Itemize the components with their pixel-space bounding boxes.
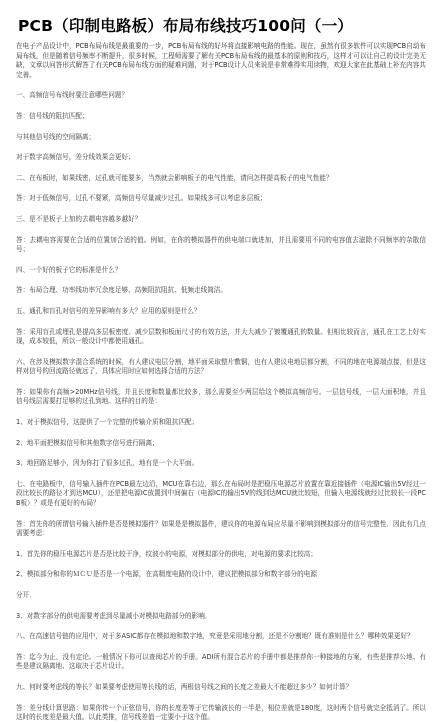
paragraph: 答：如果你有高频>20MHz信号线，并且长度和数量都比较多，那么需要至少两层给这个模拟高频信号。一层信号线，一层大面积地，并且信号线层需要打足够的过孔到地。这样的目的是： bbox=[16, 387, 426, 406]
paragraph: 答：对于低频信号，过孔不要紧，高频信号尽量减少过孔。如果线多可以考虑多层板； bbox=[16, 194, 267, 203]
paragraph: 答：差分线计算思路：如果你传一个正弦信号，你的长度差等于它传输波长的一半是，相位差就是180度，这时两个信号就完全抵消了。所以这时的长度差是最大值。以此类推，信号线差值一定要小于这个值。 bbox=[16, 703, 426, 722]
paragraph: 分开． bbox=[16, 591, 36, 599]
paragraph: 3、对数字部分的供电需要考虑到尽量减小对模拟电路部分的影响． bbox=[16, 611, 212, 620]
paragraph: 答：去耦电容需要在合适的位置加合适的值。例如，在你的模拟器件的供电端口就进加，并且需要用不同的电容值去滤除不同频率的杂散信号； bbox=[16, 235, 426, 254]
qa-list bbox=[16, 91, 426, 722]
paragraph: 三、是不是板子上加的去耦电容越多越好？ bbox=[16, 214, 142, 223]
paragraph: 六、在涉及模拟数字混合系统的时候，有人建议电层分割，地平面采取整片敷铜，也有人建议电地层都分割，不同的地在电源端点接，但是这样对信号的回流路径就远了，具体应用时应如何选择合适的方法？ bbox=[16, 357, 426, 376]
paragraph: 与其他信号线的空间隔离； bbox=[16, 132, 96, 141]
paragraph: 1、对于模拟信号，这提供了一个完整的传输介质和阻抗匹配； bbox=[16, 418, 199, 427]
paragraph: 二、在布板时，如果线密，过孔就可能要多，当然就会影响板子的电气性能，请问怎样提高板子的电气性能？ bbox=[16, 173, 333, 182]
paragraph: 1、首先你的稳压电源芯片是否是比较干净，纹波小的电源，对模拟部分的供电，对电源的要求比较高； bbox=[16, 549, 317, 558]
paragraph: 答：采用盲孔或埋孔是提高多层板密度、减少层数和板面尺寸的有效方法，并大大减少了镀覆通孔的数量。但相比较而言，通孔在工艺上好实现，成本较低，所以一般设计中都使用通孔。 bbox=[16, 327, 426, 346]
paragraph: 答：迄今为止，没有定论。一般情况下你可以查阅芯片的手册。ADI所有混合芯片的手册中都是推荐你一种接地的方案，有些是推荐公地、有些是建议隔离地、这取决于芯片设计。 bbox=[16, 652, 426, 671]
intro-paragraph: 在电子产品设计中，PCB布局布线是最重要的一步，PCB布局布线的好坏将直接影响电路的性能。现在，虽然有很多软件可以实现PCB自动布局布线，但是随着信号频率不断提升，很多时候，工程师需要了解有关PCB布局布线的最基本的原则和技巧，这样才可以让自己的设计完美无缺，文章以问答形式解答了有关PCB布局布线方面的疑难问题，对于PCB设计人员来说是非常难得实用读物，欢迎大家在此基础上补充内容共完善。 bbox=[16, 42, 426, 79]
paragraph: 七、在电路板中，信号输入插件在PCB最左边沿，MCU在靠右边，那么在布局时是把稳压电源芯片放置在靠近接插件（电源IC输出5V经过一段比较长的路径才到达MCU），还是把电源IC放置到中间偏右（电源IC的输出5V的线到达MCU就比较短，但输入电源线就经过比较长一段PCB板）？或是有更好的布局？ bbox=[16, 479, 426, 508]
paragraph: 五、通孔和盲孔对信号的差异影响有多大？应用的原则是什么？ bbox=[16, 306, 201, 315]
article-body bbox=[16, 42, 426, 723]
paragraph: 答：首先你的所谓信号输入插件是否是模拟器件？如果是是模拟器件，建议你的电源布局应尽量不影响到模拟部分的信号完整性．因此有几点需要考虑： bbox=[16, 519, 426, 538]
paragraph: 答：信号线的阻抗匹配； bbox=[16, 111, 89, 120]
paragraph: 答：布局合理、功率线功率冗余度足够、高频阻抗阻抗、低频走线简洁。 bbox=[16, 286, 227, 295]
paragraph: 九、何时要考虑线的等长？如果要考虑使用等长线的话，两根信号线之间的长度之差最大不能超过多少？如何计算？ bbox=[16, 682, 353, 691]
paragraph: 2、模拟部分和你的ＭＣＵ是否是一个电源，在高精度电路的设计中，建议把模拟部分和数字部分的电源 bbox=[16, 570, 317, 579]
paragraph: 2、地平面把模拟信号和其他数字信号进行隔离； bbox=[16, 438, 159, 447]
paragraph: 四、一个好的板子它的标准是什么？ bbox=[16, 265, 122, 274]
paragraph: 一、高频信号布线时要注意哪些问题？ bbox=[16, 91, 129, 100]
paragraph: 3、地回路足够小，因为你打了很多过孔，地有是一个大平面。 bbox=[16, 459, 199, 468]
page-title: PCB（印制电路板）布局布线技巧100问（一） bbox=[18, 17, 354, 35]
paragraph: 八、在高速信号链的应用中，对于多ASIC都存在模拟地和数字地，究竟是采用地分割，还是不分割地？既有准则是什么？哪种效果更好？ bbox=[16, 632, 414, 641]
paragraph: 对于数字高频信号，差分线效果会更好； bbox=[16, 153, 135, 162]
